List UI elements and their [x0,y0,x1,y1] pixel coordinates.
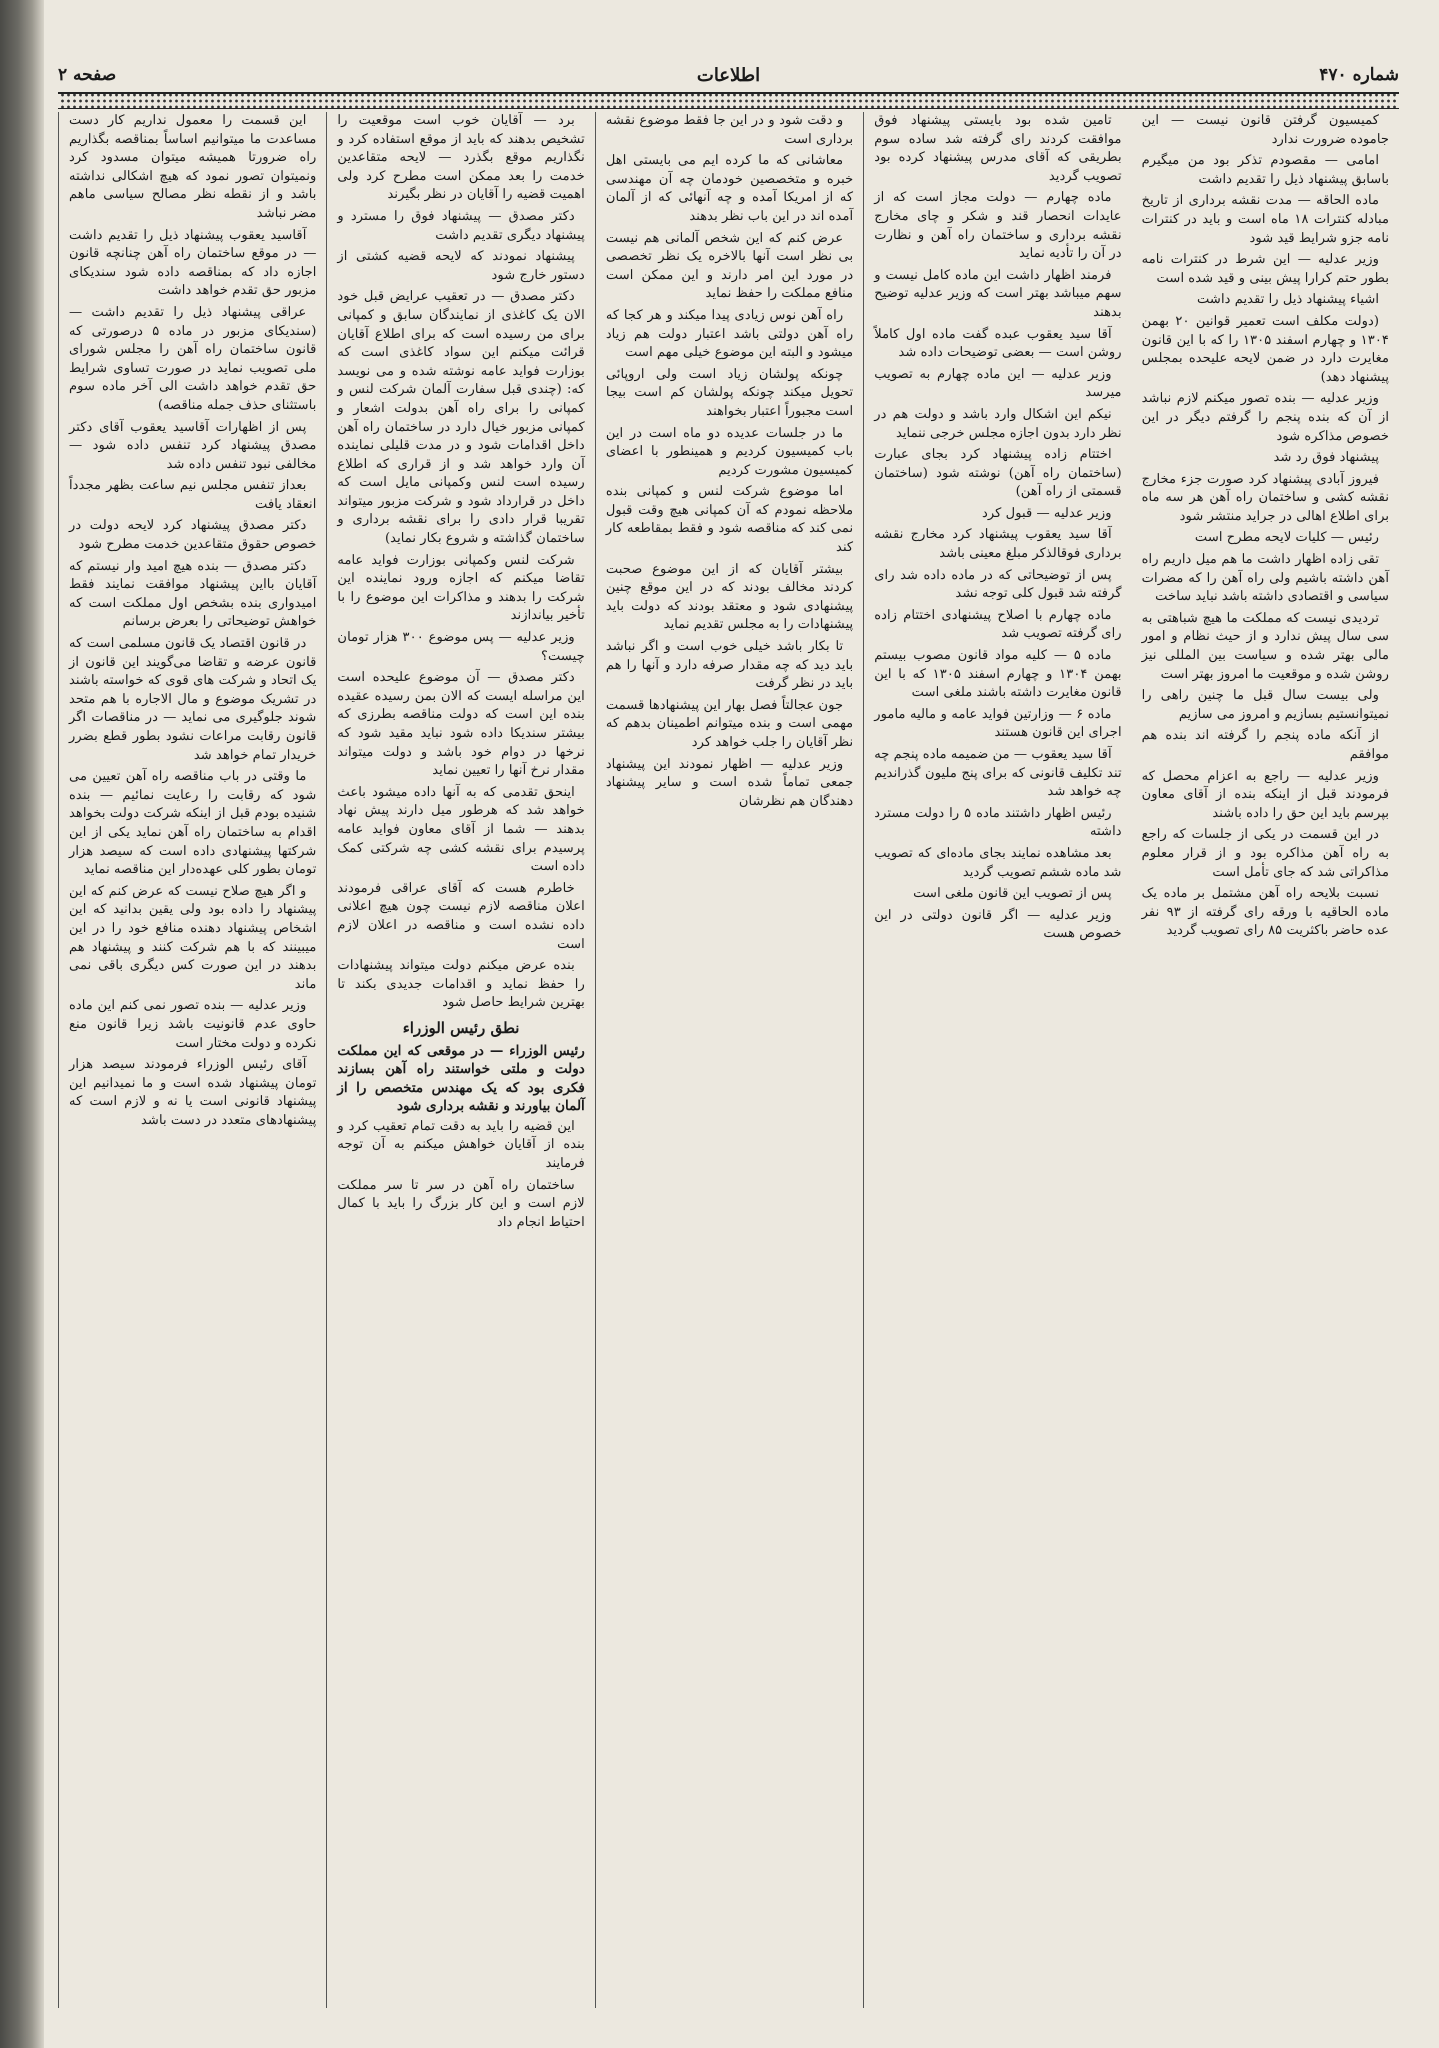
paragraph: آقا سید یعقوب پیشنهاد کرد مخارج نقشه برداری فوقالذکر مبلغ معینی باشد [874,527,1122,562]
paragraph: فیروز آبادی پیشنهاد کرد صورت جزء مخارج نقشه کشی و ساختمان راه آهن هر سه ماه برای اطلاع اهالی در جراید منتشر شود [1141,471,1390,524]
paragraph: این قضیه را باید به دقت تمام تعقیب کرد و بنده از آقایان خواهش میکنم به آن توجه فرمایند [337,1118,585,1172]
paragraph: در قانون اقتصاد یک قانون مسلمی است که قانون عرضه و تقاضا می‌گویند این قانون از یک اتحاد و شرکت های قوی که خواسته باشند در تشریک موضوع و مال الاجاره با هم متحد شوند جلوگیری می نماید — در مناقصات اگر قانون رقابت مراعات نشود بطور قطع بضرر خریدار تمام خواهد شد [69,636,317,763]
paragraph: فرمند اظهار داشت این ماده کامل نیست و سهم میباشد بهتر است که وزیر عدلیه توضیح بدهند [874,267,1122,320]
paragraph: در این قسمت در یکی از جلسات که راجع به راه آهن مذاکره بود و از قرار معلوم مذاکراتی شد که جای تأمل است [1141,827,1390,880]
paragraph: آقای رئیس الوزراء فرمودند سیصد هزار تومان پیشنهاد شده است و ما نمیدانیم این پیشنهاد قانونی است یا نه و لازم است که پیشنهادهای متعدد در دست باشد [69,1057,317,1128]
paragraph: وزیر عدلیه — پس موضوع ۳۰۰ هزار تومان چیست؟ [337,630,585,664]
paragraph: وزیر عدلیه — اگر قانون دولتی در این خصوص هست [874,907,1122,942]
paragraph: دکتر مصدق پیشنهاد کرد لایحه دولت در خصوص حقوق متقاعدین خدمت مطرح شود [69,518,317,553]
paragraph: ساختمان راه آهن در سر تا سر مملکت لازم است و این کار بزرگ را باید با کمال احتیاط انجام داد [337,1177,585,1230]
paragraph: وزیر عدلیه — بنده تصور میکنم لازم نباشد از آن که بنده پنجم را گرفتم دیگر در این خصوص مذاکره شود [1141,391,1390,444]
paragraph: تقی زاده اظهار داشت ما هم میل داریم راه آهن داشته باشیم ولی راه آهن را که مضرات سیاسی و اقتصادی داشته باشد نباید ساخت [1141,552,1390,605]
paragraph: رئیس اظهار داشتند ماده ۵ را دولت مسترد داشته [874,805,1122,840]
paragraph: وزیر عدلیه — این ماده چهارم به تصویب میرسد [874,366,1122,401]
paragraph: ماده الحاقه — مدت نقشه برداری از تاریخ مبادله کنترات ۱۸ ماه است و باید در کنترات نامه جزو شرایط قید شود [1141,193,1390,246]
paragraph: برد — آقایان خوب است موقعیت را تشخیص بدهند که باید از موقع استفاده کرد و نگذاریم موقع بگذرد — لایحه متقاعدین خدمت را بعد ممکن است مطرح کرد ولی اهمیت قضیه را آقایان در نظر بگیرند [337,113,585,203]
paragraph: تا بکار باشد خیلی خوب است و اگر نباشد باید دید که چه مقدار صرفه دارد و آنها را هم باید در نظر گرفت [605,639,854,692]
paragraph: نیکم این اشکال وارد باشد و دولت هم در نظر دارد بدون اجازه مجلس خرجی ننماید [874,406,1122,441]
column-5 [1132,112,1399,2008]
paragraph: پس از تصویب این قانون ملغی است [913,886,1112,902]
paragraph: وزیر عدلیه — این شرط در کنترات نامه بطور حتم کرارا پیش بینی و قید شده است [1141,252,1390,286]
issue-number: شماره ۴۷۰ [1319,65,1399,85]
paragraph: ماده چهارم با اصلاح پیشنهادی اختتام زاده رای گرفته تصویب شد [874,607,1122,642]
paragraph: دکتر مصدق — پیشنهاد فوق را مسترد و پیشنهاد دیگری تقدیم داشت [337,208,585,243]
paragraph: بیشتر آقایان که از این موضوع صحبت کردند مخالف بودند که در این موقع چنین پیشنهادی شود و معتقد بودند که دولت باید پیشنهادات را به مجلس تقدیم نماید [605,561,854,633]
paragraph: ما در جلسات عدیده دو ماه است در این باب کمیسیون کردیم و همینطور با اعضای کمیسیون مشورت کردیم [605,425,854,478]
paragraph: بعداز تنفس مجلس نیم ساعت بظهر مجدداً انعقاد یافت [69,478,317,512]
column-1 [58,112,326,2008]
paragraph: پس از اظهارات آقاسید یعقوب آقای دکتر مصدق پیشنهاد کرد تنفس داده شود — مخالفی نبود تنفس داده شد [69,419,317,472]
paragraph: ماده ۵ — کلیه مواد قانون مصوب بیستم بهمن ۱۳۰۴ و چهارم اسفند ۱۳۰۵ که با این قانون مغایرت داشته باشند ملغی است [874,648,1122,701]
binding-margin [0,0,44,2048]
paragraph: وزیر عدلیه — اظهار نمودند این پیشنهاد جمعی تماماً شده است و سایر پیشنهاد دهندگان هم نظرشان [605,756,854,809]
paragraph: عراقی پیشنهاد ذیل را تقدیم داشت — (سندیکای مزبور در ماده ۵ درصورتی که قانون ساختمان راه آهن را مجلس شورای ملی تصویب نماید در صورت تساوی شرایط حق تقدم خواهد داشت الی آخر ماده سوم باستثنای حذف جمله مناقصه) [69,304,317,413]
paragraph: رئیس — کلیات لایحه مطرح است [1194,530,1380,546]
paragraph: تردیدی نیست که مملکت ما هیچ شباهتی به سی سال پیش ندارد و از حیث نظام و امور مالی بهتر شده و سیاست بین المللی نیز روشن شده و موقعیت ما امروز بهتر است [1141,610,1390,682]
paragraph: چونکه پولشان زیاد است ولی اروپائی تحویل میکند چونکه پولشان کم است بیجا است مجبوراً اعتبار بخواهند [605,366,854,419]
paragraph: جون عجالتاً فصل بهار این پیشنهادها قسمت مهمی است و بنده میتوانم اطمینان بدهم که نظر آقایان را جلب خواهد کرد [605,697,854,750]
paragraph: اشیاء پیشنهاد ذیل را تقدیم داشت [1196,292,1380,308]
paragraph: و دقت شود و در این جا فقط موضوع نقشه برداری است [605,113,854,147]
paragraph: بعد مشاهده نمایند بجای ماده‌ای که تصویب شد ماده ششم تصویب گردید [874,845,1122,880]
paragraph: آقا سید یعقوب — من ضمیمه ماده پنجم چه تند تکلیف قانونی که برای پنج ملیون گذراندیم چه خواهد شد [874,747,1122,800]
paragraph: اما موضوع شرکت لنس و کمپانی بنده ملاحظه نمودم که آن کمپانی هیچ وقت قبول نمی کند که مناقصه شود و فقط بمقاطعه کار کند [605,484,854,556]
paragraph: راه آهن نوس زیادی پیدا میکند و هر کجا که راه آهن دولتی باشد اعتبار دولت هم زیاد میشود و البته این موضوع خیلی مهم است [605,307,854,361]
paragraph: کمیسیون گرفتن قانون نیست — این جاموده ضرورت ندارد [1141,113,1390,147]
paragraph: این قسمت را معمول نداریم کار دست مساعدت ما میتوانیم اساساً بمناقصه بگذاریم راه ضرورتا همیشه میتوان مسدود کرد ونمیتوان تصور نمود که هیچ اشکالی نداشته باشد و از نقطه نظر مصالح سیاسی ماهم مضر نباشد [69,113,317,221]
page-number: صفحه ۲ [58,65,117,85]
paragraph: نسبت بلایحه راه آهن مشتمل بر ماده یک ماده الحاقیه با ورقه رای گرفته از ۹۳ نفر عده حاضر باکثریت ۸۵ رای تصویب گردید [1141,886,1390,939]
paragraph: خاطرم هست که آقای عراقی فرمودند اعلان مناقصه لازم نیست چون هیچ اعلانی داده نشده است و مناقصه در اعلان لازم است [337,880,585,952]
paragraph: امامی — مقصودم تذکر بود من میگیرم باسابق پیشنهاد ذیل را تقدیم داشت [1141,153,1390,187]
paragraph: وزیر عدلیه — بنده تصور نمی کنم این ماده حاوی عدم قانونیت باشد زیرا قانون منع نکرده و دولت مختار است [69,998,317,1051]
paragraph: ماده چهارم — دولت مجاز است که از عایدات انحصار قند و شکر و چای مخارج نقشه برداری و ساختمان راه آهن و نظارت در آن را تأدیه نماید [874,190,1122,262]
paragraph: آقاسید یعقوب پیشنهاد ذیل را تقدیم داشت — در موقع ساختمان راه آهن چنانچه قانون اجازه داد که بمناقصه داده شود سندیکای مزبور حق تقدم خواهد داشت [69,227,317,299]
paragraph: اختتام زاده پیشنهاد کرد بجای عبارت (ساختمان راه آهن) نوشته شود (ساختمان قسمتی از راه آهن) [874,447,1122,500]
paragraph: پیشنهاد نمودند که لایحه قضیه کشتی از دستور خارج شود [337,249,585,283]
paragraph: بنده عرض میکنم دولت میتواند پیشنهادات را حفظ نماید و اقدامات جدیدی بکند تا بهترین شرایط حاصل شود [337,958,585,1011]
column-3 [595,112,863,2008]
paragraph: دکتر مصدق — آن موضوع علیحده است این مراسله ایست که الان بمن رسیده عقیده بنده این است که دولت مناقصه بطرزی که بیشتر سندیکا داده شود نباید مقید شود که نرخها در دوام خود باشد و دولت میتواند مقدار نرخ آنها را تعیین نماید [337,670,585,779]
paragraph: ماده ۶ — وزارتین فواید عامه و مالیه مامور اجرای این قانون هستند [874,706,1122,741]
column-4 [863,112,1131,2008]
paragraph: دکتر مصدق — در تعقیب عرایض قبل خود الان یک کاغذی از نمایندگان سابق و کمپانی برای من رسیده است که برای اطلاع آقایان قرائت میکنم این سواد کاغذی است که بوزارت فواید عامه نوشته شده و می نویسد که: (چندی قبل سفارت آلمان شرکت لنس و کمپانی را برای راه آهن بدولت اشعار و کمپانی مزبور خیال دارد در ساختمان راه آهن داخل اقدامات شود و در مدت قلیلی نماینده آن وارد خواهد شد و از قراری که اطلاع رسیده است لنس وکمپانی مایل است که داخل در قرارداد شود و شرکت مزبور میتواند تقریبا قرار دادی را برای نقشه برداری و ساختمان گذاشته و شروع بکار نماید) [337,289,585,547]
paragraph: اینحق تقدمی که به آنها داده میشود باعث خواهد شد که هرطور میل دارند پیش نهاد بدهند — شما از آقای معاون فواید عامه پرسیدم برای نقشه کشی چه شرکتی کمک داده است [337,784,585,875]
article-columns [58,112,1399,2008]
paragraph: دکتر مصدق — بنده هیچ امید وار نیستم که آقایان بااین پیشنهاد موافقت نمایند فقط امیدواری بنده بشخص اول مملکت است که خواهش توضیحاتی را بعرض برسانم [69,558,317,630]
column-2 [326,112,594,2008]
paragraph: تامین شده بود بایستی پیشنهاد فوق موافقت کردند رای گرفته شد ساده سوم بطریقی که آقای مدرس پیشنهاد کرده بود تصویب گردید [874,113,1122,184]
paragraph: و اگر هیچ صلاح نیست که عرض کنم که این پیشنهاد را داده بود ولی یقین بدانید که این اشخاص پیشنهاد دهنده منافع خود را در این میبینند که با هم شرکت کنند و پیشنهاد هم بدهند در این صورت کس دیگری باقی نمی ماند [69,883,317,992]
newspaper-title: اطلاعات [696,64,761,86]
section-intro: رئیس الوزراء — در موقعی که این مملکت دولت و ملتی خواستند راه آهن بسازند فکری بود که یک مهندس متخصص را از آلمان بیاورند و نقشه برداری شود [337,1042,585,1115]
paragraph: وزیر عدلیه — راجع به اعزام محصل که فرمودند قبل از اینکه بنده از آقای معاون بپرسم باید این حق را داده باشند [1141,768,1390,821]
paragraph: پس از توضیحاتی که در ماده داده شد رای گرفته شد قبول کلی توجه نشد [874,567,1122,602]
paragraph: ولی بیست سال قبل ما چنین راهی را نمیتوانستیم بسازیم و امروز می سازیم [1141,688,1390,722]
paragraph: ما وقتی در باب مناقصه راه آهن تعیین می شود که رقابت را رعایت نمائیم — بنده شنیده بودم قبل از اینکه شرکت دولت بخواهد اقدام به ساختمان راه آهن نماید یکی از این شرکتها پیشنهادی داده است که سیصد هزار تومان بطور کلی عهده‌دار این مناقصه نماید [69,769,317,878]
paragraph: عرض کنم که این شخص آلمانی هم نیست بی نظر است آنها بالاخره یک نظر تخصصی در مورد این امر دارند و این ممکن است منافع مملکت را حفظ نماید [605,230,854,302]
masthead [58,62,1399,88]
paragraph: آقا سید یعقوب عبده گفت ماده اول کاملاً روشن است — بعضی توضیحات داده شد [874,326,1122,361]
paragraph: از آنکه ماده پنجم را گرفته اند بنده هم موافقم [1141,728,1390,762]
paragraph: وزیر عدلیه — قبول کرد [982,505,1112,521]
paragraph: شرکت لنس وکمپانی بوزارت فواید عامه تقاضا میکنم که اجازه ورود نماینده این شرکت را بدهند و مذاکرات این موضوع را با تأخیر بیاندازند [337,552,585,624]
header-rule [58,92,1399,109]
section-heading: نطق رئیس الوزراء [402,1018,520,1037]
paragraph: معاشانی که ما کرده ایم می بایستی اهل خبره و متخصصین خودمان چه آن مهندسی که از امریکا آمده و چه آنهائی که از آلمان آمده اند در این باب نظر بدهند [605,153,854,224]
paragraph: پیشنهاد فوق رد شد [1273,450,1380,466]
paragraph: (دولت مکلف است تعمیر قوانین ۲۰ بهمن ۱۳۰۴ و چهارم اسفند ۱۳۰۵ را که با این قانون مغایرت دارد در ضمن لایحه علیحده بمجلس پیشنهاد دهد) [1141,313,1390,385]
